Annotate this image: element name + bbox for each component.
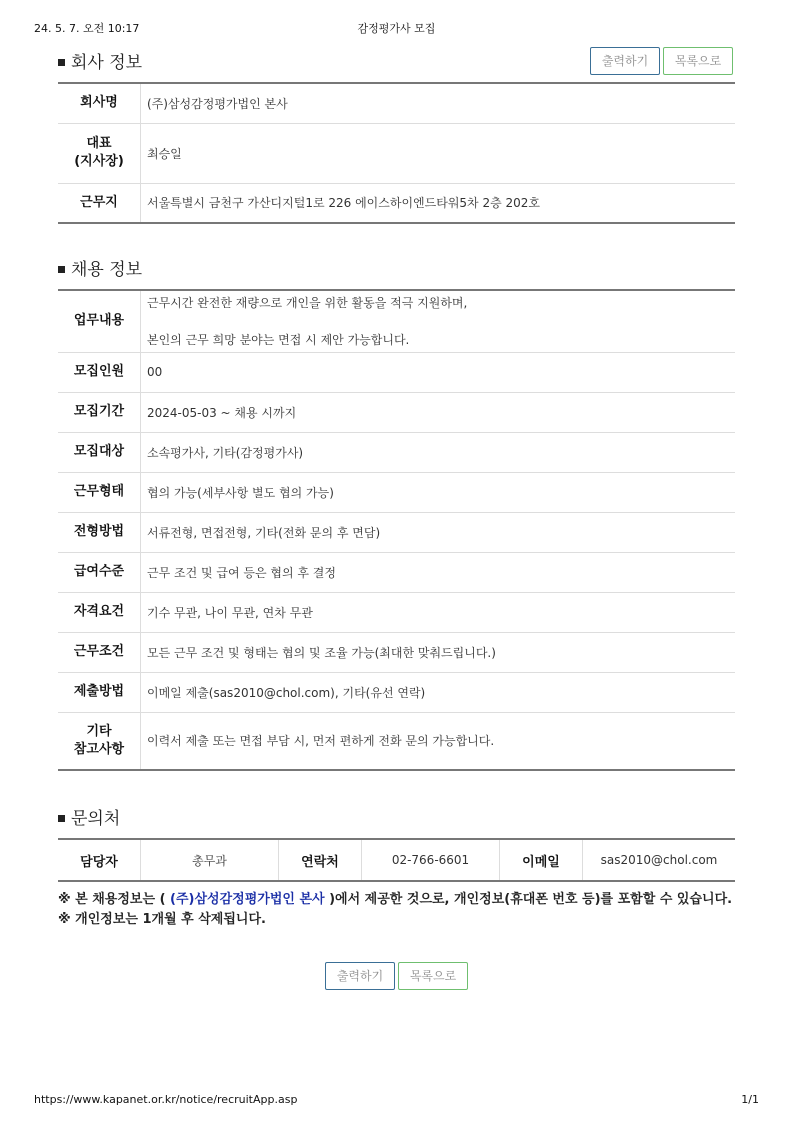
print-button-bottom[interactable]: 출력하기: [325, 962, 395, 990]
list-button-bottom[interactable]: 목록으로: [398, 962, 468, 990]
print-button-top[interactable]: 출력하기: [590, 47, 660, 75]
duty-value: [141, 290, 736, 352]
table-row: [58, 352, 735, 392]
contact-section-title: [58, 804, 120, 829]
contact-section-heading: 문의처: [71, 809, 121, 829]
salary-label: 급여수준: [58, 552, 141, 592]
square-bullet-icon: [58, 266, 65, 273]
company-name-value: (주)삼성감정평가법인 본사: [141, 83, 736, 123]
submission-value: 이메일 제출(sas2010@chol.com), 기타(유선 연락): [141, 672, 736, 712]
list-button-top[interactable]: 목록으로: [663, 47, 733, 75]
table-row: [58, 472, 735, 512]
work-type-label: 근무형태: [58, 472, 141, 512]
notice-line-1: [58, 890, 735, 910]
duty-label: 업무내용: [58, 290, 141, 352]
table-row: [58, 392, 735, 432]
company-section-heading: 회사 정보: [71, 53, 143, 73]
headcount-value: 00: [141, 352, 736, 392]
duty-line-1: 근무시간 완전한 재량으로 개인을 위한 활동을 적극 지원하며,: [147, 296, 468, 311]
period-label: 모집기간: [58, 392, 141, 432]
table-row: [58, 672, 735, 712]
etc-label-line2: 참고사항: [73, 741, 125, 757]
print-title: 감정평가사 모집: [357, 22, 436, 35]
company-info-table: [58, 82, 735, 224]
salary-value: 근무 조건 및 급여 등은 협의 후 결정: [141, 552, 736, 592]
screening-value: 서류전형, 면접전형, 기타(전화 문의 후 면담): [141, 512, 736, 552]
table-row: [58, 512, 735, 552]
table-row: [58, 552, 735, 592]
conditions-label: 근무조건: [58, 632, 141, 672]
company-section-title: [58, 48, 142, 73]
phone-value: 02-766-6601: [362, 839, 500, 881]
target-label: 모집대상: [58, 432, 141, 472]
work-type-value: 협의 가능(세부사항 별도 협의 가능): [141, 472, 736, 512]
table-row: [58, 592, 735, 632]
print-page-number: 1/1: [741, 1093, 759, 1106]
company-name-label: 회사명: [58, 83, 141, 123]
qualification-label: 자격요건: [58, 592, 141, 632]
submission-label: 제출방법: [58, 672, 141, 712]
representative-label-line1: 대표: [86, 136, 112, 152]
table-row: [58, 632, 735, 672]
square-bullet-icon: [58, 59, 65, 66]
notice-prefix: ※ 본 채용정보는 (: [58, 892, 171, 907]
notice-company: (주)삼성감정평가법인 본사: [170, 892, 325, 907]
etc-label-line1: 기타: [86, 724, 112, 740]
notice-suffix: )에서 제공한 것으로, 개인정보(휴대폰 번호 등)를 포함할 수 있습니다.: [324, 892, 733, 907]
table-row: [58, 123, 735, 183]
screening-label: 전형방법: [58, 512, 141, 552]
duty-line-2: 본인의 근무 희망 분야는 면접 시 제안 가능합니다.: [147, 333, 410, 348]
email-value: sas2010@chol.com: [600, 853, 718, 867]
representative-label: [58, 123, 141, 183]
table-row: [58, 83, 735, 123]
period-value: 2024-05-03 ~ 채용 시까지: [141, 392, 736, 432]
table-row: [58, 290, 735, 352]
representative-value: 최승일: [141, 123, 736, 183]
phone-label: 연락처: [279, 839, 362, 881]
etc-value: 이력서 제출 또는 면접 부담 시, 먼저 편하게 전화 문의 가능합니다.: [147, 734, 495, 749]
table-row: [58, 432, 735, 472]
table-row: [58, 183, 735, 223]
manager-value: 총무과: [141, 839, 279, 881]
square-bullet-icon: [58, 815, 65, 822]
recruit-section-title: [58, 255, 142, 280]
conditions-value: 모든 근무 조건 및 형태는 협의 및 조율 가능(최대한 맞춰드립니다.): [141, 632, 736, 672]
table-row: [58, 712, 735, 770]
table-row: [58, 839, 735, 881]
print-url: https://www.kapanet.or.kr/notice/recruitApp.asp: [34, 1093, 298, 1106]
manager-label: 담당자: [58, 839, 141, 881]
workplace-label: 근무지: [58, 183, 141, 223]
qualification-value: 기수 무관, 나이 무관, 연차 무관: [141, 592, 736, 632]
recruit-section-heading: 채용 정보: [71, 260, 143, 280]
email-label: 이메일: [500, 839, 583, 881]
recruit-info-table: [58, 289, 735, 771]
print-date: 24. 5. 7. 오전 10:17: [34, 22, 140, 35]
etc-label: [58, 712, 141, 770]
workplace-value: 서울특별시 금천구 가산디지털1로 226 에이스하이엔드타워5차 2층 202호: [147, 196, 540, 211]
representative-label-line2: (지사장): [74, 154, 124, 169]
target-value: 소속평가사, 기타(감정평가사): [141, 432, 736, 472]
privacy-notice: [58, 890, 735, 930]
headcount-label: 모집인원: [58, 352, 141, 392]
notice-line-2: ※ 개인정보는 1개월 후 삭제됩니다.: [58, 912, 266, 927]
contact-table: [58, 838, 735, 882]
